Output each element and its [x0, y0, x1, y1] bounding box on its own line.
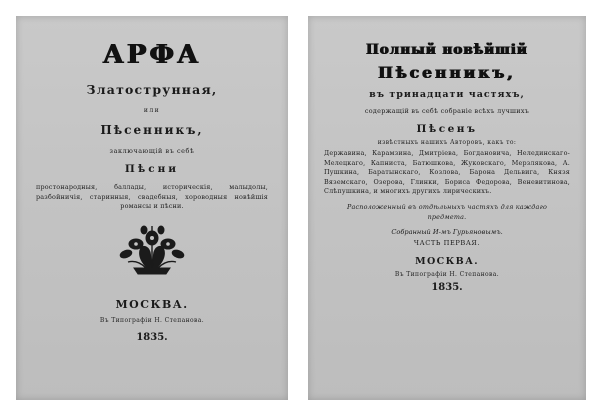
floral-vignette-icon	[114, 222, 190, 282]
songs-heading: Пѣсенъ	[416, 123, 478, 135]
printer-text: Въ Типографіи Н. Степанова.	[99, 316, 205, 324]
subtitle: Златострунная,	[86, 82, 218, 97]
year-text: 1835.	[431, 282, 463, 294]
authors-intro-text: извѣстныхъ нашихъ Авторовъ, какъ то:	[377, 139, 517, 146]
conjunction-text: или	[143, 107, 161, 114]
year-text: 1835.	[136, 331, 168, 343]
songs-heading: Пѣсни	[124, 163, 180, 175]
printer-text: Въ Типографіи Н. Степанова.	[394, 271, 500, 279]
description-text: простонародныя, баллады, историческія, малыдолы, разбойничія, старинныя, свадебныя, хороводныя новѣйшія романсы и пѣсни.	[36, 183, 268, 211]
contains-text: содержащій въ себѣ собраніе всѣхъ лучшихъ	[364, 107, 530, 115]
title-line-2: Пѣсенникъ,	[378, 63, 516, 82]
authors-list: Державина, Карамзина, Дмитріева, Богдановича, Нелединскаго-Мелецкаго, Капниста, Батюшкова, Жуковскаго, Мерзлякова, А. Пушкина, Баратынскаго, Козлова, Барона Дельвига, Князя Вяземскаго, Озерова, Глинки, Бориса Федорова, Веневитинова, Слѣпушкина, и многихъ другихъ лирическихъ.	[324, 149, 570, 196]
part-label: ЧАСТЬ ПЕРВАЯ.	[413, 239, 481, 248]
right-title-page	[308, 16, 586, 400]
parts-text: въ тринадцати частяхъ,	[369, 89, 525, 100]
pesennik-heading: Пѣсенникъ,	[100, 123, 204, 137]
left-title-page	[16, 16, 288, 400]
city-name: МОСКВА.	[115, 297, 189, 311]
title-line-1: Полный новѣйшій	[366, 42, 528, 58]
collected-by-text: Собранный И-мъ Гурьяновымъ.	[391, 228, 503, 237]
containing-text: заключающій въ себѣ	[109, 147, 195, 155]
arranged-text: Расположенный въ отдѣльныхъ частяхъ для каждаго предмета.	[346, 202, 547, 221]
page-title: АРФА	[102, 40, 202, 70]
city-name: МОСКВА.	[415, 256, 479, 268]
